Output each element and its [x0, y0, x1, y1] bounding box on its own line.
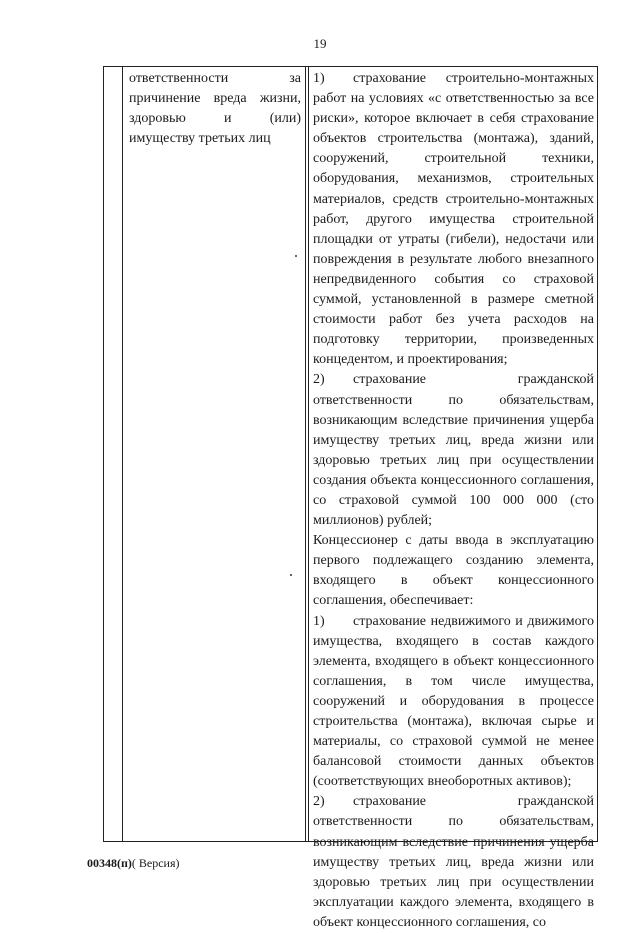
- scan-speck: [295, 255, 297, 257]
- column-divider: [305, 67, 306, 841]
- document-version: ( Версия): [131, 856, 180, 870]
- table-cell-subject: [129, 69, 301, 149]
- column-divider: [122, 67, 123, 841]
- page-number: 19: [313, 36, 327, 51]
- scan-speck: [290, 574, 292, 576]
- list-item: 2) страхование гражданской ответственности по обязательствам, возникающим вследствие причинения ущерба имуществу третьих лиц, вреда жизни или здоровью третьих лиц при осуществлении создания объекта концессионного соглашения, со страховой суммой 100 000 000 (сто миллионов) рублей;: [313, 372, 594, 529]
- document-number: 00348(п): [87, 856, 132, 870]
- document-code: [87, 856, 180, 871]
- list-item: 1) страхование строительно-монтажных работ на условиях «с ответственностью за все риски», которое включает в себя страхование объектов строительства (монтажа), зданий, сооружений, строительной техники, оборудования, механизмов, строительных материалов, средств строительно-монтажных работ, другого имущества строительной площадки от утраты (гибели), недостачи или повреждения в результате любого внезапного непредвиденного события со страховой суммой, установленной в размере сметной стоимости работ без учета расходов на подготовку территории, произведенных концедентом, и проектирования;: [313, 71, 594, 368]
- list-item: 2) страхование гражданской ответственности по обязательствам, возникающим вследствие причинения ущерба имуществу третьих лиц, вреда жизни или здоровью третьих лиц при осуществлении эксплуатации каждого элемента, входящего в объект концессионного соглашения, со: [313, 794, 594, 930]
- paragraph: Концессионер с даты ввода в эксплуатацию первого подлежащего созданию элемента, входящего в объект концессионного соглашения, обеспечивает:: [313, 533, 594, 609]
- cell-text: ответственности за причинение вреда жизни, здоровью и (или) имуществу третьих лиц: [129, 71, 301, 147]
- column-divider: [308, 67, 309, 841]
- table-cell-content: [313, 69, 594, 933]
- list-item: 1) страхование недвижимого и движимого имущества, входящего в состав каждого элемента, входящего в объект концессионного соглашения, в том числе имущества, сооружений и оборудования в процессе строительства (монтажа), включая сырье и материалы, со страховой суммой не менее балансовой стоимости данных объектов (соответствующих внеоборотных активов);: [313, 613, 594, 790]
